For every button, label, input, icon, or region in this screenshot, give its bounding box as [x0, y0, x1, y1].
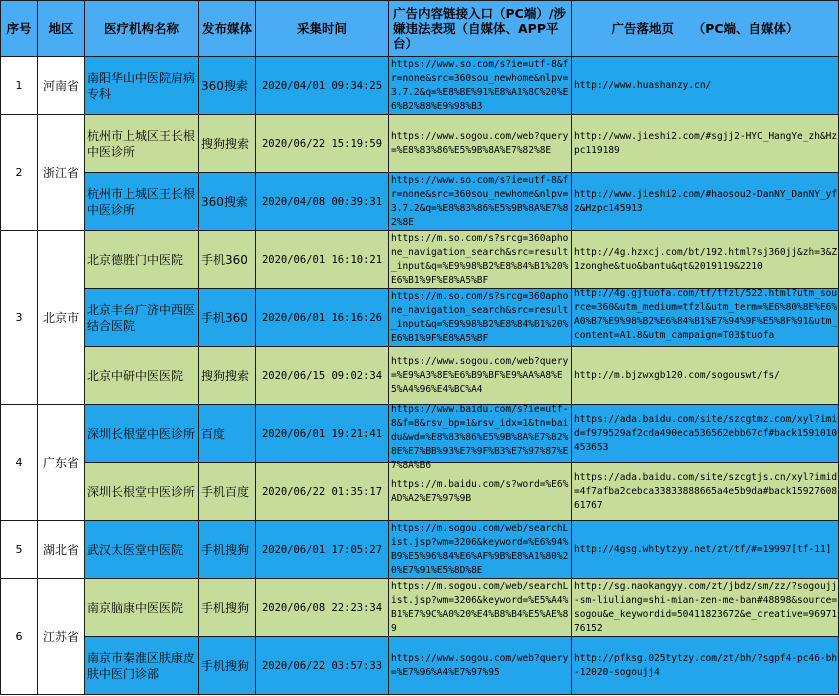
media-cell: 百度 [199, 405, 256, 463]
link-text[interactable]: https://www.so.com/s?ie=utf-8&fr=none&src=360sou_newhome&nlpv=3.7.2&q=%E8%83%86%E5%9B%8A%E7%82%8E [391, 174, 569, 228]
landing-cell[interactable] [572, 289, 839, 347]
institution-cell: 杭州市上城区王长根中医诊所 [85, 173, 199, 231]
region-cell: 北京市 [38, 231, 85, 405]
link-cell[interactable] [389, 403, 572, 471]
media-cell: 搜狗搜索 [199, 347, 256, 405]
time-cell: 2020/04/08 00:39:31 [256, 173, 389, 231]
link-text[interactable]: https://m.sogou.com/web/searchList.jsp?wm=3206&keyword=%E5%A4%B1%E7%9C%A0%20%E4%B8%B4%E5%AE%89 [391, 580, 569, 634]
landing-cell[interactable] [572, 463, 839, 521]
link-text[interactable]: https://m.baidu.com/s?word=%E6%AD%A2%E7%97%9B [391, 478, 569, 504]
time-cell: 2020/04/01 09:34:25 [256, 57, 389, 115]
institution-cell: 武汉太医堂中医院 [85, 521, 199, 579]
region-cell: 广东省 [38, 405, 85, 521]
link-text[interactable]: https://www.sogou.com/web?query=%E8%83%86%E5%9B%8A%E7%82%8E [391, 130, 569, 156]
landing-text[interactable]: http://www.jieshi2.com/#haosou2-DanNY_DanNY_yfz&Hzpc145913 [574, 188, 838, 214]
header-link: 广告内容链接入口（PC端）/涉嫌违法表现（自媒体、APP平台） [389, 1, 572, 57]
landing-text[interactable]: http://www.jieshi2.com/#sgjj2-HYC_HangYe_zh&Hzpc119189 [574, 130, 838, 156]
table-row [1, 579, 839, 637]
header-institution: 医疗机构名称 [85, 1, 199, 57]
time-cell: 2020/06/22 15:19:59 [256, 115, 389, 173]
media-cell: 360搜索 [199, 173, 256, 231]
landing-cell[interactable] [572, 521, 839, 579]
header-time: 采集时间 [256, 1, 389, 57]
media-cell: 手机搜狗 [199, 521, 256, 579]
header-region: 地区 [38, 1, 85, 57]
link-text[interactable]: https://www.sogou.com/web?query=%E9%A3%8E%E6%B9%BF%E9%AA%A8%E5%A4%96%E4%BC%A4 [391, 355, 569, 395]
row-number: 3 [1, 231, 38, 405]
link-cell[interactable] [389, 57, 572, 115]
time-cell: 2020/06/08 22:23:34 [256, 579, 389, 637]
institution-cell: 南京市秦淮区肤康皮肤中医门诊部 [85, 637, 199, 695]
institution-cell: 深圳长根堂中医诊所 [85, 463, 199, 521]
link-text[interactable]: https://m.sogou.com/web/searchList.jsp?wm=3206&keyword=%E6%94%B9%E5%96%84%E6%AF%9B%E8%A1%80%20%E7%91%E5%8D%8E [391, 522, 569, 576]
media-cell: 手机360 [199, 289, 256, 347]
media-cell: 手机百度 [199, 463, 256, 521]
media-cell: 手机360 [199, 231, 256, 289]
institution-cell: 北京中研中医医院 [85, 347, 199, 405]
institution-cell: 杭州市上城区王长根中医诊所 [85, 115, 199, 173]
link-cell[interactable] [389, 579, 572, 637]
time-cell: 2020/06/22 03:57:33 [256, 637, 389, 695]
link-cell[interactable] [389, 289, 572, 347]
media-cell: 搜狗搜索 [199, 115, 256, 173]
link-cell[interactable] [389, 637, 572, 695]
region-cell: 浙江省 [38, 115, 85, 231]
media-cell: 360搜索 [199, 57, 256, 115]
time-cell: 2020/06/01 17:05:27 [256, 521, 389, 579]
table-row [1, 405, 839, 463]
media-cell: 手机搜狗 [199, 579, 256, 637]
link-cell[interactable] [389, 173, 572, 231]
header-media: 发布媒体 [199, 1, 256, 57]
region-cell: 湖北省 [38, 521, 85, 579]
landing-text[interactable]: http://4g.gjtuofa.com/tf/tfzl/522.html?utm_source=360&utm_medium=tfzl&utm_term=%E6%80%8E%E6%A0%B7%E9%98%B2%E6%84%B1%E7%94%9F%E5%8F%91&utm_content=A1.8&utm_campaign=T03$tuofa [574, 288, 838, 341]
landing-cell[interactable] [572, 405, 839, 463]
landing-text[interactable]: http://sg.naokangyy.com/zt/jbdz/sm/zz/?sogoujj-sm-liuliang=shi-mian-zen-me-ban#48898&source=sogou&e_keywordid=50411823672&e_creative=9697176152 [574, 580, 838, 634]
landing-cell[interactable] [572, 347, 839, 405]
institution-cell: 南京脑康中医医院 [85, 579, 199, 637]
landing-cell[interactable] [572, 579, 839, 637]
landing-cell[interactable] [572, 637, 839, 695]
time-cell: 2020/06/01 16:16:26 [256, 289, 389, 347]
time-cell: 2020/06/15 09:02:34 [256, 347, 389, 405]
link-cell[interactable] [389, 115, 572, 173]
table-row [1, 289, 839, 347]
time-cell: 2020/06/22 01:35:17 [256, 463, 389, 521]
row-number: 1 [1, 57, 38, 115]
region-cell: 河南省 [38, 57, 85, 115]
landing-text[interactable]: https://ada.baidu.com/site/szcgtjs.cn/xyl?imid=4f7afba2cebca33833888665a4e5b9da#back1592760861767 [574, 471, 838, 511]
landing-text[interactable]: http://4gsg.whtytzyy.net/zt/tf/#=19997[tf-11] [574, 543, 832, 555]
link-cell[interactable] [389, 521, 572, 579]
landing-cell[interactable] [572, 231, 839, 289]
link-text[interactable]: https://m.so.com/s?srcg=360aphone_navigation_search&src=result_input&q=%E9%98%B2%E8%84%B1%20%E6%B1%9F%E8%A5%BF [391, 232, 569, 286]
header-row [1, 1, 839, 57]
table-row [1, 347, 839, 405]
link-text[interactable]: https://www.so.com/s?ie=utf-8&fr=none&src=360sou_newhome&nlpv=3.7.2&q=%E8%BE%91%E8%A1%8C%20%E6%B2%88%E9%98%B3 [391, 58, 569, 112]
landing-text[interactable]: https://ada.baidu.com/site/szcgtmz.com/xyl?imid=f979529af2cda490eca536562ebb67cf#back1591010453653 [574, 413, 838, 453]
link-cell[interactable] [389, 347, 572, 405]
table-row [1, 521, 839, 579]
header-landing: 广告落地页 （PC端、自媒体） [572, 1, 839, 57]
row-number: 5 [1, 521, 38, 579]
landing-text[interactable]: http://pfksg.025tytzy.com/zt/bh/?sgpf4-pc46-bh-12020-sogoujj4 [574, 652, 838, 678]
link-text[interactable]: https://www.baidu.com/s?ie=utf-8&f=8&rsv_bp=1&rsv_idx=1&tn=baidu&wd=%E8%83%86%E5%9B%8A%E7%82%8E%E7%BB%93%E7%9F%B3%E7%97%87%E7%8A%B6 [391, 403, 569, 471]
table-row [1, 637, 839, 695]
time-cell: 2020/06/01 16:10:21 [256, 231, 389, 289]
institution-cell: 深圳长根堂中医诊所 [85, 405, 199, 463]
time-cell: 2020/06/01 19:21:41 [256, 405, 389, 463]
institution-cell: 北京丰台广济中西医结合医院 [85, 289, 199, 347]
landing-text[interactable]: http://4g.hzxcj.com/bt/192.html?sj360jj&zh=3&Z1zonghe&tuo&bantu&qt&2019119&2210 [574, 246, 838, 272]
institution-cell: 南阳华山中医院肩病专科 [85, 57, 199, 115]
landing-cell[interactable] [572, 57, 839, 115]
table-row [1, 173, 839, 231]
row-number: 6 [1, 579, 38, 695]
landing-text[interactable]: http://m.bjzwxgb120.com/sogouswt/fs/ [574, 369, 780, 381]
table-row [1, 231, 839, 289]
row-number: 4 [1, 405, 38, 521]
table-row [1, 115, 839, 173]
institution-cell: 北京德胜门中医院 [85, 231, 199, 289]
row-number: 2 [1, 115, 38, 231]
link-text[interactable]: https://www.sogou.com/web?query=%E7%96%A4%E7%97%95 [391, 652, 569, 678]
media-cell: 手机搜狗 [199, 637, 256, 695]
landing-cell[interactable] [572, 115, 839, 173]
landing-cell[interactable] [572, 173, 839, 231]
table-row [1, 57, 839, 115]
region-cell: 江苏省 [38, 579, 85, 695]
header-no: 序号 [1, 1, 38, 57]
landing-text[interactable]: http://www.huashanzy.cn/ [574, 79, 712, 91]
link-cell[interactable] [389, 231, 572, 289]
link-text[interactable]: https://m.so.com/s?srcg=360aphone_navigation_search&src=result_input&q=%E9%98%B2%E8%84%B1%20%E6%B1%9F%E8%A5%BF [391, 290, 569, 344]
